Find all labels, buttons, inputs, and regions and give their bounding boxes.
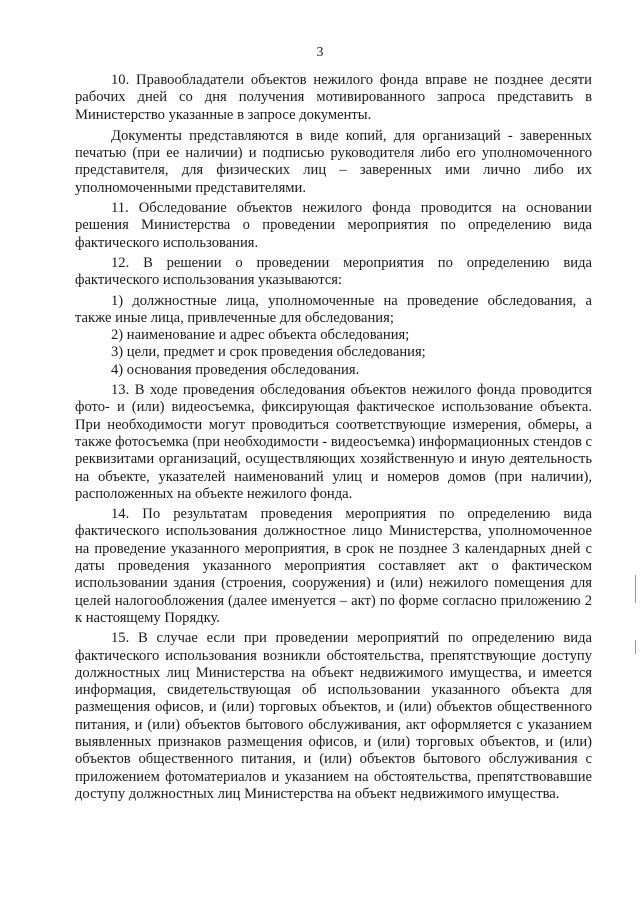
scan-edge-mark: [635, 575, 636, 603]
paragraph-11: 11. Обследование объектов нежилого фонда проводится на основании решения Министерства о проведении мероприятия по определению вида фактического использования.: [75, 200, 592, 251]
paragraph-12: 12. В решении о проведении мероприятия по определению вида фактического использования указываются:: [75, 254, 592, 289]
paragraph-10: 10. Правообладатели объектов нежилого фонда вправе не позднее десяти рабочих дней со дня получения мотивированного запроса представить в Министерство указанные в запросе документы.: [75, 72, 592, 123]
paragraph-documents: Документы представляются в виде копий, для организаций - заверенных печатью (при ее наличии) и подписью руководителя либо его уполномоченного представителя, для физических лиц – заверенных ими лично либо их уполномоченными представителями.: [75, 127, 592, 196]
document-body: [75, 72, 592, 803]
scan-edge-mark: [635, 640, 636, 654]
page-number: 3: [316, 44, 324, 59]
list-item-4: 4) основания проведения обследования.: [111, 361, 360, 378]
list-item-1: 1) должностные лица, уполномоченные на проведение обследования, а также иные лица, привлеченные для обследования;: [75, 292, 592, 326]
list-item-2: 2) наименование и адрес объекта обследования;: [111, 327, 410, 344]
paragraph-14: 14. По результатам проведения мероприятия по определению вида фактического использования должностное лицо Министерства, уполномоченное на проведение указанного мероприятия, в срок не позднее 3 календарных дней с даты проведения указанного мероприятия составляет акт о фактическом использовании здания (строения, сооружения) и (или) нежилого помещения для целей налогообложения (далее именуется – акт) по форме согласно приложению 2 к настоящему Порядку.: [75, 506, 592, 626]
paragraph-13: 13. В ходе проведения обследования объектов нежилого фонда проводится фото- и (или) видеосъемка, фиксирующая фактическое использование объекта. При необходимости могут проводиться соответствующие измерения, обмеры, а также фотосъемка (при необходимости - видеосъемка) информационных стендов с реквизитами организаций, осуществляющих хозяйственную и иную деятельность на объекте, указателей наименований улиц и номеров домов (при наличии), расположенных на объекте нежилого фонда.: [75, 382, 592, 502]
paragraph-15: 15. В случае если при проведении мероприятий по определению вида фактического использования возникли обстоятельства, препятствующие доступу должностных лиц Министерства на объект недвижимого имущества, и имеется информация, свидетельствующая об использовании указанного объекта для размещения офисов, и (или) торговых объектов, и (или) объектов общественного питания, и (или) объектов бытового обслуживания, акт оформляется с указанием выявленных признаков размещения офисов, и (или) торговых объектов, и (или) объектов общественного питания, и (или) объектов бытового обслуживания с приложением фотоматериалов и указанием на обстоятельства, препятствовавшие доступу должностных лиц Министерства на объект недвижимого имущества.: [75, 630, 592, 802]
list-item-3: 3) цели, предмет и срок проведения обследования;: [111, 344, 426, 361]
